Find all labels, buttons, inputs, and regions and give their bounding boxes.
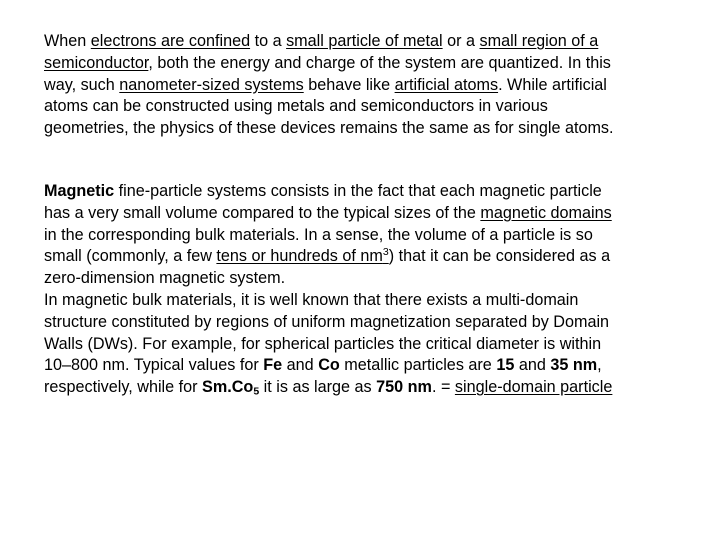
- link-nanometer-sized-systems[interactable]: nanometer-sized systems: [119, 75, 304, 94]
- text: atoms can be constructed using metals and semiconductors in various: [44, 97, 548, 116]
- text: zero-dimension magnetic system.: [44, 269, 286, 288]
- paragraph-artificial-atoms: [44, 31, 680, 140]
- subscript: 5: [253, 385, 260, 398]
- text: structure constituted by regions of uniform magnetization separated by Domain: [44, 312, 610, 331]
- bold-term-smco5: [202, 378, 259, 396]
- bold-value-750nm: 750 nm: [376, 378, 432, 397]
- text: ,: [597, 356, 602, 375]
- text: 10–800 nm. Typical values for: [44, 356, 264, 375]
- text: In magnetic bulk materials, it is well known that there exists a multi-domain: [44, 290, 579, 309]
- text: Walls (DWs). For example, for spherical particles the critical diameter is within: [44, 334, 602, 353]
- link-small-region-semiconductor[interactable]: small region of a: [479, 32, 599, 50]
- bold-term-fe: Fe: [263, 356, 283, 375]
- text: has a very small volume compared to the typical sizes of the: [44, 203, 481, 222]
- link-artificial-atoms[interactable]: artificial atoms: [394, 75, 499, 94]
- bold-value-15: 15: [496, 356, 515, 375]
- text: ) that it can be considered as a: [388, 247, 611, 266]
- text: or a: [442, 32, 480, 50]
- link-single-domain-particle[interactable]: single-domain particle: [454, 378, 613, 397]
- text: . While artificial: [498, 75, 607, 94]
- text: geometries, the physics of these devices remains the same as for single atoms.: [44, 119, 614, 138]
- text: to a: [250, 32, 287, 50]
- link-magnetic-domains[interactable]: magnetic domains: [480, 203, 612, 222]
- superscript: 3: [382, 246, 389, 259]
- text: fine-particle systems consists in the fact that each magnetic particle: [114, 182, 602, 200]
- paragraph-magnetic-fine-particles: [44, 181, 680, 399]
- bold-term-magnetic: Magnetic: [44, 182, 115, 200]
- bold-term-co: Co: [318, 356, 340, 375]
- link-small-region-semiconductor[interactable]: semiconductor: [44, 53, 149, 72]
- text: respectively, while for: [44, 378, 203, 397]
- link-tens-or-hundreds-nm3[interactable]: [216, 247, 388, 265]
- link-electrons-confined[interactable]: electrons are confined: [90, 32, 251, 50]
- bold-value-35nm: 35 nm: [550, 356, 598, 375]
- text: way, such: [44, 75, 120, 94]
- text: it is as large as: [259, 378, 377, 397]
- text: in the corresponding bulk materials. In a sense, the volume of a particle is so: [44, 225, 593, 244]
- link-text: tens or hundreds of nm: [216, 247, 383, 266]
- text: When: [44, 32, 91, 50]
- text: small (commonly, a few: [44, 247, 217, 266]
- text: , both the energy and charge of the system are quantized. In this: [148, 53, 611, 72]
- text: and: [282, 356, 319, 375]
- formula-text: Sm.Co: [202, 378, 254, 397]
- text: metallic particles are: [339, 356, 497, 375]
- text: and: [514, 356, 551, 375]
- text: behave like: [303, 75, 395, 94]
- link-small-particle-of-metal[interactable]: small particle of metal: [286, 32, 443, 50]
- text: . =: [431, 378, 455, 397]
